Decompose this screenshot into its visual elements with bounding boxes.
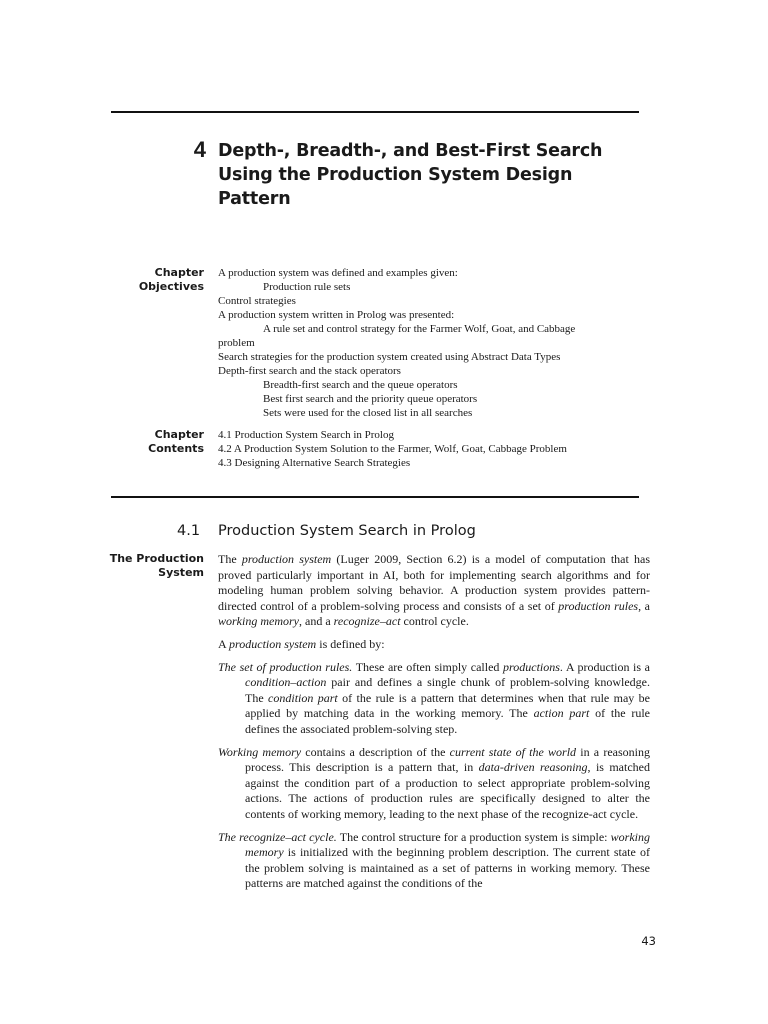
objectives-label bbox=[100, 266, 204, 294]
sidebar-heading-line1: The Production bbox=[109, 552, 204, 565]
contents-label-line1: Chapter bbox=[154, 428, 204, 441]
paragraph-intro: The production system (Luger 2009, Section 6.2) is a model of computation that has proved particularly important in AI, both for implementing search algorithms and for modeling human problem solving behavior. A production system provides pattern-directed control of a problem-solving process and consists of a set of production rules, a working memory, and a recognize–act control cycle. bbox=[218, 552, 651, 629]
contents-list bbox=[218, 428, 648, 470]
objectives-label-line2: Objectives bbox=[138, 280, 204, 293]
objective-item: A production system written in Prolog was presented: bbox=[218, 309, 455, 321]
section-rule bbox=[111, 496, 639, 498]
paragraph-recognize-act: The recognize–act cycle. The control structure for a production system is simple: working memory is initialized with the beginning problem description. The current state of the problem solving is maintained as a set of patterns in working memory. These patterns are matched against the conditions of the bbox=[218, 829, 651, 891]
contents-item: 4.2 A Production System Solution to the Farmer, Wolf, Goat, Cabbage Problem bbox=[218, 443, 567, 455]
sidebar-heading bbox=[100, 552, 204, 580]
objective-item: Production rule sets bbox=[263, 281, 351, 293]
paragraph-definition: A production system is defined by: bbox=[218, 636, 385, 651]
objective-item: Control strategies bbox=[218, 295, 296, 307]
paragraph-production-rules: The set of production rules. These are often simply called productions. A production is a condition–action pair and defines a single chunk of problem-solving knowledge. The condition part of the rule is a pattern that determines when that rule may be applied by matching data in the working memory. The action part of the rule defines the associated problem-solving step. bbox=[218, 659, 651, 736]
contents-item: 4.3 Designing Alternative Search Strategies bbox=[218, 457, 411, 469]
objective-item: Search strategies for the production system created using Abstract Data Types bbox=[218, 351, 561, 363]
contents-item: 4.1 Production System Search in Prolog bbox=[218, 429, 394, 441]
objective-item: Sets were used for the closed list in all searches bbox=[263, 407, 473, 419]
sidebar-heading-line2: System bbox=[158, 566, 204, 579]
objective-item: Depth-first search and the stack operators bbox=[218, 365, 401, 377]
chapter-number: 4 bbox=[193, 137, 206, 162]
section-title: Production System Search in Prolog bbox=[218, 523, 476, 539]
contents-label bbox=[100, 428, 204, 456]
body-text bbox=[218, 552, 650, 899]
objective-item: A production system was defined and examples given: bbox=[218, 267, 458, 279]
contents-label-line2: Contents bbox=[148, 442, 204, 455]
objective-item: Best first search and the priority queue operators bbox=[263, 393, 478, 405]
top-rule bbox=[111, 111, 639, 113]
section-number: 4.1 bbox=[177, 523, 201, 539]
chapter-title: Depth-, Breadth-, and Best-First Search Using the Production System Design Pattern bbox=[218, 141, 603, 209]
page-number: 43 bbox=[641, 934, 656, 948]
objectives-label-line1: Chapter bbox=[154, 266, 204, 279]
objective-item: problem bbox=[218, 337, 255, 349]
paragraph-working-memory: Working memory contains a description of the current state of the world in a reasoning process. This description is a pattern that, in data-driven reasoning, is matched against the condition part of a production to select appropriate problem-solving actions. The actions of production rules are specifically designed to alter the contents of working memory, leading to the next phase of the recognize-act cycle. bbox=[218, 744, 650, 821]
objective-item: A rule set and control strategy for the Farmer Wolf, Goat, and Cabbage bbox=[263, 323, 576, 335]
objective-item: Breadth-first search and the queue operators bbox=[263, 379, 458, 391]
objectives-list bbox=[218, 266, 648, 420]
